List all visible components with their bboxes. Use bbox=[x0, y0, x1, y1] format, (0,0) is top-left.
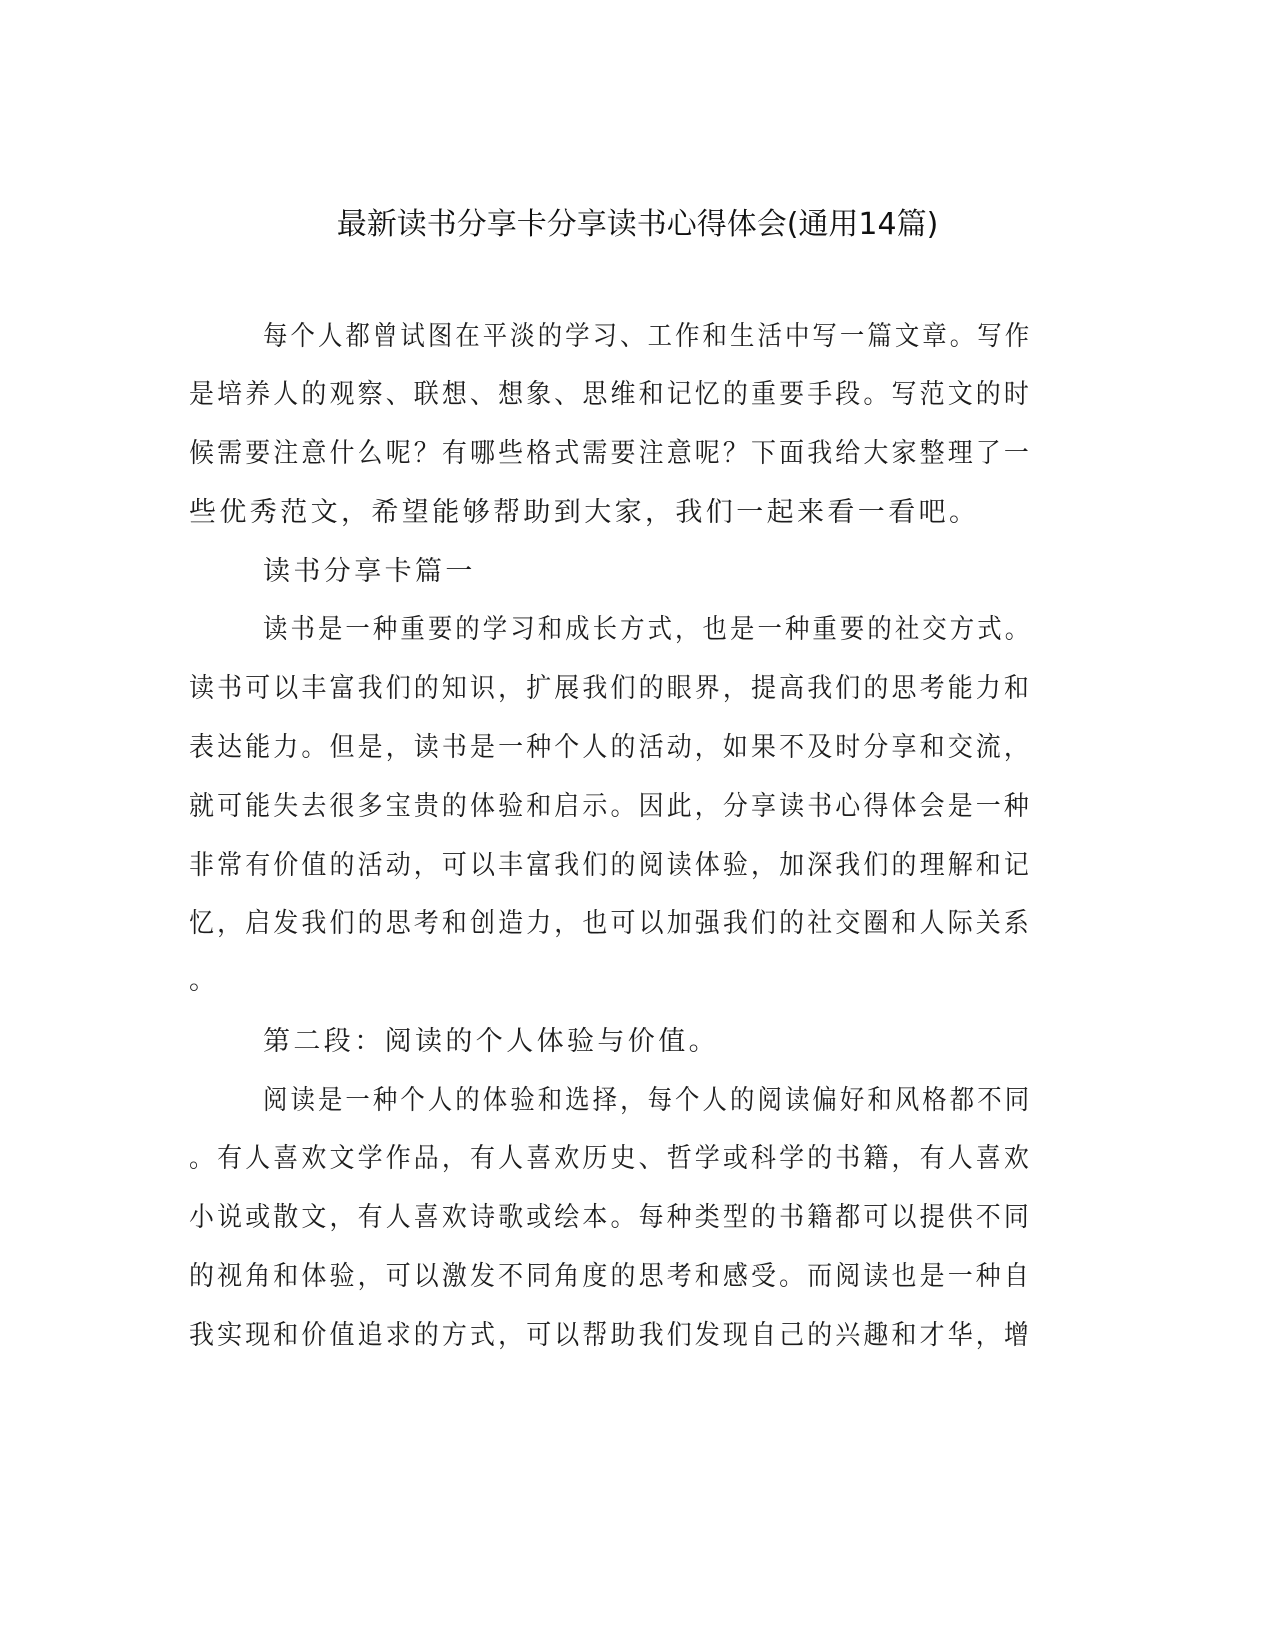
paragraph-line: 读书是一种重要的学习和成长方式，也是一种重要的社交方式。 bbox=[263, 614, 1033, 645]
document-title: 最新读书分享卡分享读书心得体会(通用14篇) bbox=[336, 207, 939, 242]
paragraph-line: 些优秀范文，希望能够帮助到大家，我们一起来看一看吧。 bbox=[189, 497, 980, 528]
section-heading: 读书分享卡篇一 bbox=[263, 556, 476, 587]
paragraph-line: 。 bbox=[189, 965, 220, 996]
paragraph-line: 忆，启发我们的思考和创造力，也可以加强我们的社交圈和人际关系 bbox=[189, 908, 1032, 939]
paragraph-line: 我实现和价值追求的方式，可以帮助我们发现自己的兴趣和才华，增 bbox=[189, 1320, 1032, 1351]
section-heading: 第二段：阅读的个人体验与价值。 bbox=[263, 1026, 719, 1057]
paragraph-line: 读书可以丰富我们的知识，扩展我们的眼界，提高我们的思考能力和 bbox=[189, 673, 1032, 704]
paragraph-line: 。有人喜欢文学作品，有人喜欢历史、哲学或科学的书籍，有人喜欢 bbox=[189, 1143, 1032, 1174]
paragraph-line: 就可能失去很多宝贵的体验和启示。因此，分享读书心得体会是一种 bbox=[189, 791, 1032, 822]
paragraph-line: 候需要注意什么呢？有哪些格式需要注意呢？下面我给大家整理了一 bbox=[189, 438, 1032, 469]
paragraph-line: 阅读是一种个人的体验和选择，每个人的阅读偏好和风格都不同 bbox=[263, 1085, 1033, 1116]
paragraph-line: 的视角和体验，可以激发不同角度的思考和感受。而阅读也是一种自 bbox=[189, 1261, 1032, 1292]
paragraph-line: 是培养人的观察、联想、想象、思维和记忆的重要手段。写范文的时 bbox=[189, 379, 1032, 410]
paragraph-line: 小说或散文，有人喜欢诗歌或绘本。每种类型的书籍都可以提供不同 bbox=[189, 1202, 1032, 1233]
paragraph-line: 非常有价值的活动，可以丰富我们的阅读体验，加深我们的理解和记 bbox=[189, 850, 1032, 881]
paragraph-line: 每个人都曾试图在平淡的学习、工作和生活中写一篇文章。写作 bbox=[263, 321, 1033, 352]
paragraph-line: 表达能力。但是，读书是一种个人的活动，如果不及时分享和交流， bbox=[189, 732, 1032, 763]
